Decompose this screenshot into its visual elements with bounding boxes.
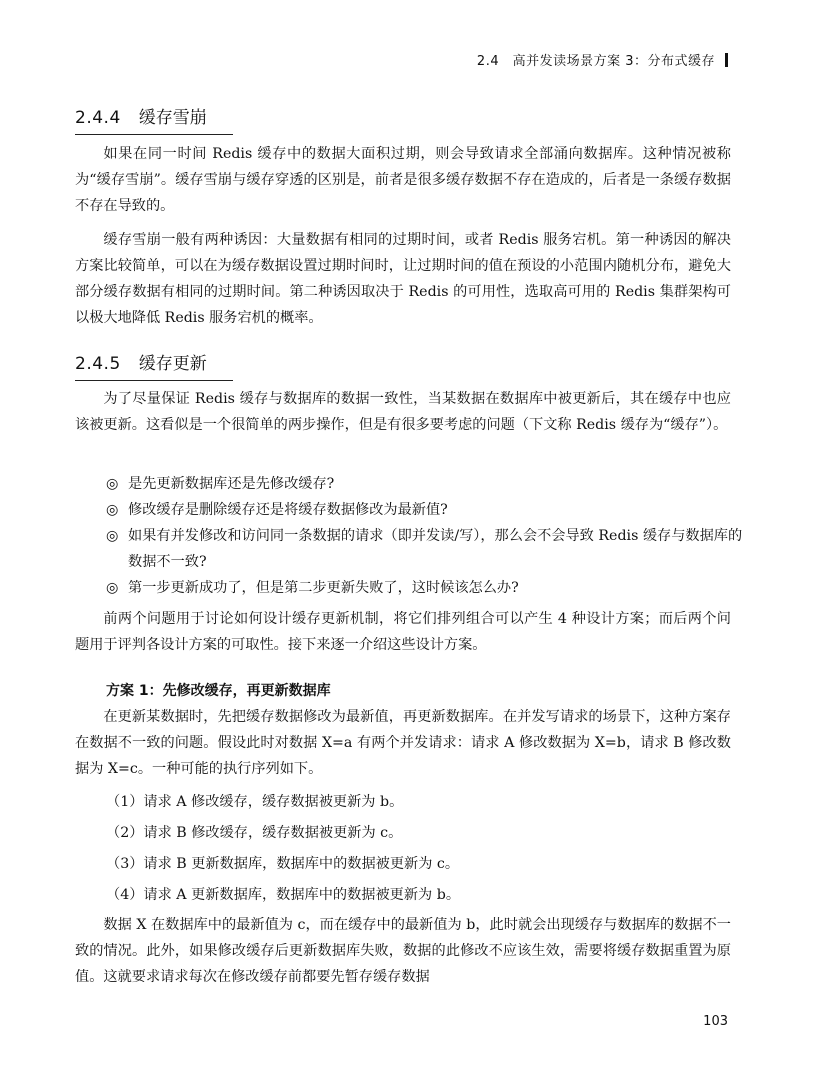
question-bullet: [106, 523, 753, 575]
question-bullet: [106, 471, 753, 497]
bullet-text: 修改缓存是删除缓存还是将缓存数据修改为最新值?: [128, 502, 448, 518]
section-number: 2.4.5: [75, 354, 121, 374]
paragraph-avalanche-definition: 如果在同一时间 Redis 缓存中的数据大面积过期，则会导致请求全部涌向数据库。这种情况被称为“缓存雪崩”。缓存雪崩与缓存穿透的区别是，前者是很多缓存数据不存在造成的，后者是一条缓存数据不存在导致的。: [75, 146, 731, 214]
execution-step: （4）请求 A 更新数据库，数据库中的数据被更新为 b。: [106, 887, 461, 903]
section-heading-2-4-5: [75, 349, 233, 381]
running-header-text: 2.4 高并发读场景方案 3：分布式缓存: [476, 54, 715, 69]
scheme-1-heading: 方案 1：先修改缓存，再更新数据库: [106, 683, 331, 699]
section-title: 缓存更新: [138, 354, 207, 374]
bullet-text: 是先更新数据库还是先修改缓存?: [128, 476, 335, 492]
bullet-text: 如果有并发修改和访问同一条数据的请求（即并发读/写），那么会不会导致 Redis 缓存与数据库的数据不一致?: [128, 528, 743, 570]
paragraph-avalanche-causes: 缓存雪崩一般有两种诱因：大量数据有相同的过期时间，或者 Redis 服务宕机。第一种诱因的解决方案比较简单，可以在为缓存数据设置过期时间时，让过期时间的值在预设的小范围内随机分布，避免大部分缓存数据有相同的过期时间。第二种诱因取决于 Redis 的可用性，选取高可用的 Redis 集群架构可以极大地降低 Redis 服务宕机的概率。: [75, 232, 731, 326]
section-title: 缓存雪崩: [138, 108, 207, 128]
section-number: 2.4.4: [75, 108, 121, 128]
bullet-mark-icon: ◎: [106, 476, 119, 492]
bullet-text: 第一步更新成功了，但是第二步更新失败了，这时候该怎么办?: [128, 580, 519, 596]
execution-step: （3）请求 B 更新数据库，数据库中的数据被更新为 c。: [106, 856, 460, 872]
page-number: 103: [703, 1014, 728, 1029]
bullet-mark-icon: ◎: [106, 502, 119, 518]
header-bar-mark: [725, 53, 728, 67]
bullet-mark-icon: ◎: [106, 528, 119, 544]
question-bullet: [106, 497, 753, 523]
execution-step: （2）请求 B 修改缓存，缓存数据被更新为 c。: [106, 825, 403, 841]
paragraph-cache-update-intro: 为了尽量保证 Redis 缓存与数据库的数据一致性，当某数据在数据库中被更新后，其在缓存中也应该被更新。这看似是一个很简单的两步操作，但是有很多要考虑的问题（下文称 Redis 缓存为“缓存”）。: [75, 391, 731, 433]
paragraph-design-summary: 前两个问题用于讨论如何设计缓存更新机制，将它们排列组合可以产生 4 种设计方案；而后两个问题用于评判各设计方案的可取性。接下来逐一介绍这些设计方案。: [75, 611, 731, 653]
paragraph-scheme-1-conclusion: 数据 X 在数据库中的最新值为 c，而在缓存中的最新值为 b，此时就会出现缓存与数据库的数据不一致的情况。此外，如果修改缓存后更新数据库失败，数据的此修改不应该生效，需要将缓存数据重置为原值。这就要求请求每次在修改缓存前都要先暂存缓存数据: [75, 917, 731, 985]
question-bullet: [106, 575, 753, 601]
running-header: [477, 50, 728, 69]
paragraph-scheme-1-intro: 在更新某数据时，先把缓存数据修改为最新值，再更新数据库。在并发写请求的场景下，这种方案存在数据不一致的问题。假设此时对数据 X=a 有两个并发请求：请求 A 修改数据为 X=b，请求 B 修改数据为 X=c。一种可能的执行序列如下。: [75, 709, 731, 777]
bullet-mark-icon: ◎: [106, 580, 119, 596]
section-heading-2-4-4: [75, 103, 233, 135]
execution-step: （1）请求 A 修改缓存，缓存数据被更新为 b。: [106, 794, 404, 810]
